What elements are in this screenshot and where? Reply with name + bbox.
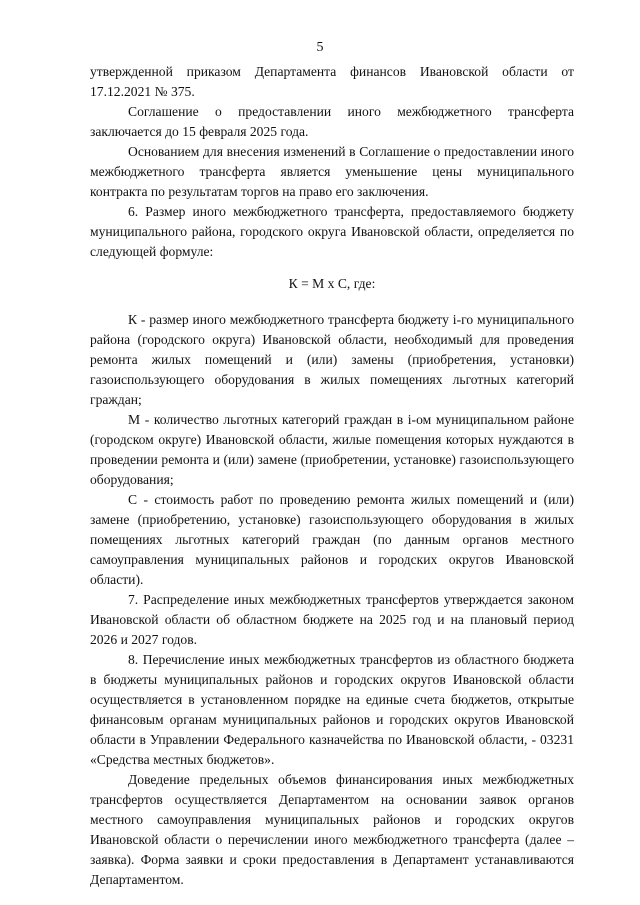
paragraph-amendment-grounds: Основанием для внесения изменений в Соглашение о предоставлении иного межбюджетного трансферта является уменьшение цены муниципального контракта по результатам торгов на право его заключения. — [90, 144, 574, 199]
formula: К = М х С, где: — [288, 276, 376, 291]
definition-m: М - количество льготных категорий граждан в i-ом муниципальном районе (городском округе) Ивановской области, жилые помещения которых нуждаются в проведении ремонта и (или) замене (приобретении, установке) газоиспользующего оборудования; — [90, 412, 574, 487]
page-number: 5 — [316, 40, 324, 55]
paragraph-item-7: 7. Распределение иных межбюджетных трансфертов утверждается законом Ивановской области об областном бюджете на 2025 год и на плановый период 2026 и 2027 годов. — [90, 592, 574, 647]
paragraph-order-reference: утвержденной приказом Департамента финансов Ивановской области от 17.12.2021 № 375. — [90, 64, 574, 99]
definition-k: К - размер иного межбюджетного трансферта бюджету i-го муниципального района (городского округа) Ивановской области, необходимый для проведения ремонта жилых помещений и (или) замены (приобретения, установки) газоиспользующего оборудования в жилых помещениях льготных категорий граждан; — [90, 312, 574, 407]
paragraph-funding-limits: Доведение предельных объемов финансирования иных межбюджетных трансфертов осуществляется Департаментом на основании заявок органов местного самоуправления муниципальных районов и городских округов Ивановской области о перечислении иного межбюджетного трансферта (далее – заявка). Форма заявки и сроки предоставления в Департамент устанавливаются Департаментом. — [90, 772, 574, 887]
paragraph-item-6: 6. Размер иного межбюджетного трансферта, предоставляемого бюджету муниципального района, городского округа Ивановской области, определяется по следующей формуле: — [90, 204, 574, 259]
paragraph-item-8: 8. Перечисление иных межбюджетных трансфертов из областного бюджета в бюджеты муниципальных районов и городских округов Ивановской области осуществляется в установленном порядке на единые счета бюджетов, открытые финансовым органам муниципальных районов и городских округов Ивановской области в Управлении Федерального казначейства по Ивановской области, - 03231 «Средства местных бюджетов». — [90, 652, 574, 767]
document-body — [90, 62, 574, 890]
paragraph-agreement-deadline: Соглашение о предоставлении иного межбюджетного трансферта заключается до 15 февраля 2025 года. — [90, 104, 574, 139]
definition-c: С - стоимость работ по проведению ремонта жилых помещений и (или) замене (приобретению, установке) газоиспользующего оборудования в жилых помещениях льготных категорий граждан (по данным органов местного самоуправления муниципальных районов и городских округов Ивановской области). — [90, 492, 574, 587]
